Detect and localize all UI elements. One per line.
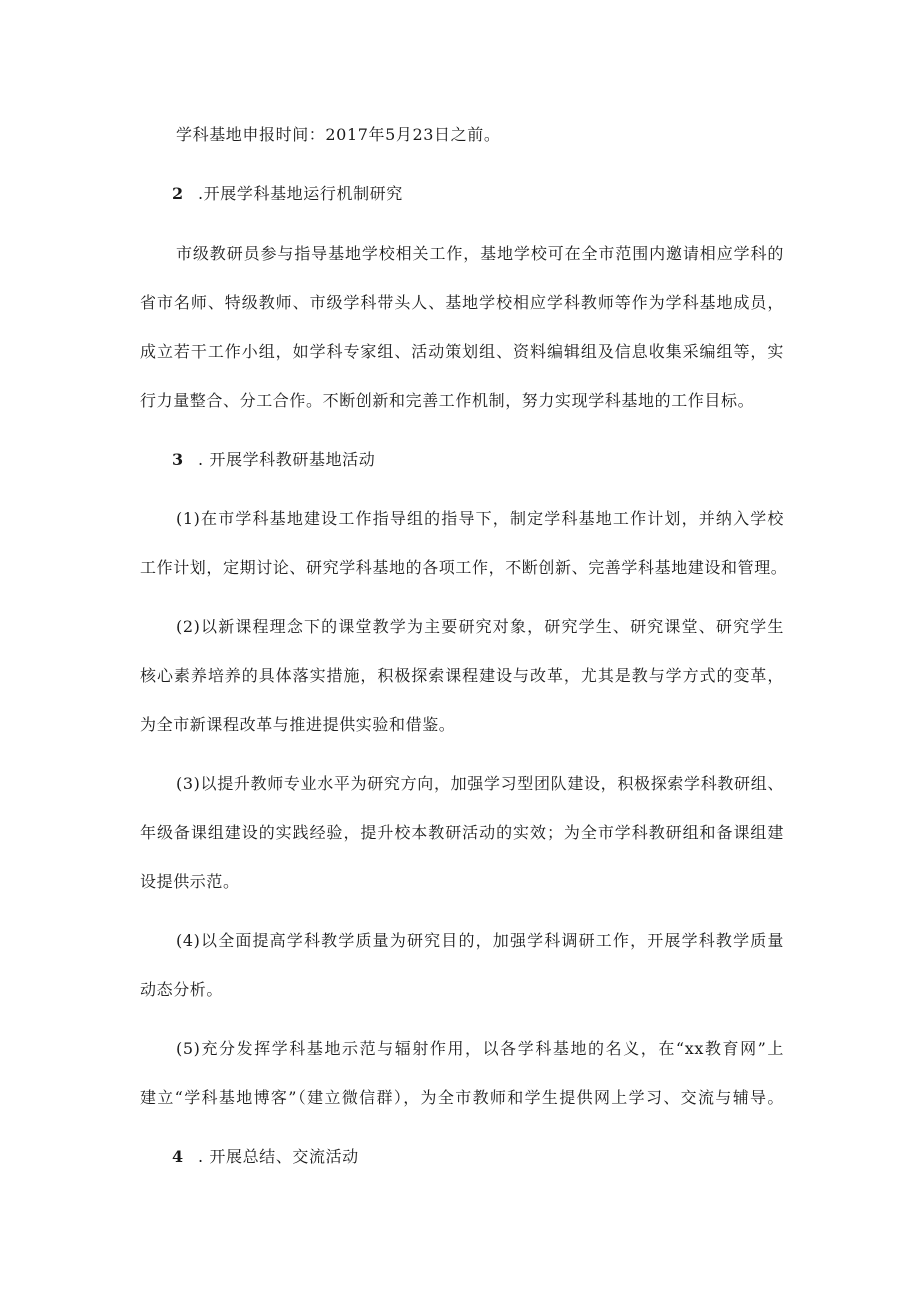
heading-text: .开展学科基地运行机制研究 <box>198 184 403 203</box>
paragraph-line: (2)以新课程理念下的课堂教学为主要研究对象，研究学生、研究课堂、研究学生 <box>176 617 784 636</box>
paragraph-line: (4)以全面提高学科教学质量为研究目的，加强学科调研工作，开展学科教学质量 <box>176 931 784 950</box>
paragraph-line: 为全市新课程改革与推进提供实验和借鉴。 <box>140 715 456 734</box>
paragraph-line: 行力量整合、分工合作。不断创新和完善工作机制，努力实现学科基地的工作目标。 <box>140 391 755 410</box>
paragraph-line: 年级备课组建设的实践经验，提升校本教研活动的实效；为全市学科教研组和备课组建 <box>140 823 784 842</box>
paragraph-line: (3)以提升教师专业水平为研究方向，加强学习型团队建设，积极探索学科教研组、 <box>176 774 784 793</box>
heading-number: 2 <box>172 184 184 203</box>
paragraph-line: 市级教研员参与指导基地学校相关工作，基地学校可在全市范围内邀请相应学科的 <box>176 244 784 263</box>
section-heading-3 <box>172 449 375 471</box>
paragraph-line: 核心素养培养的具体落实措施，积极探索课程建设与改革，尤其是教与学方式的变革， <box>140 666 784 685</box>
heading-text: . 开展学科教研基地活动 <box>198 450 376 469</box>
paragraph-line: (1)在市学科基地建设工作指导组的指导下，制定学科基地工作计划，并纳入学校 <box>176 509 784 528</box>
paragraph-line: 学科基地申报时间：2017年5月23日之前。 <box>176 125 501 144</box>
paragraph-line: 成立若干工作小组，如学科专家组、活动策划组、资料编辑组及信息收集采编组等，实 <box>140 342 784 361</box>
paragraph-line: 设提供示范。 <box>140 872 240 891</box>
heading-number: 3 <box>172 450 184 469</box>
paragraph-line: 建立“学科基地博客”（建立微信群），为全市教师和学生提供网上学习、交流与辅导。 <box>140 1088 784 1107</box>
paragraph-line: 省市名师、特级教师、市级学科带头人、基地学校相应学科教师等作为学科基地成员， <box>140 293 784 312</box>
section-heading-4 <box>172 1146 359 1168</box>
section-heading-2 <box>172 183 403 205</box>
heading-text: . 开展总结、交流活动 <box>198 1147 359 1166</box>
paragraph-line: 动态分析。 <box>140 980 224 999</box>
paragraph-line: 工作计划，定期讨论、研究学科基地的各项工作，不断创新、完善学科基地建设和管理。 <box>140 558 788 577</box>
paragraph-line: (5)充分发挥学科基地示范与辐射作用，以各学科基地的名义，在“xx教育网”上 <box>176 1039 784 1058</box>
heading-number: 4 <box>172 1147 184 1166</box>
